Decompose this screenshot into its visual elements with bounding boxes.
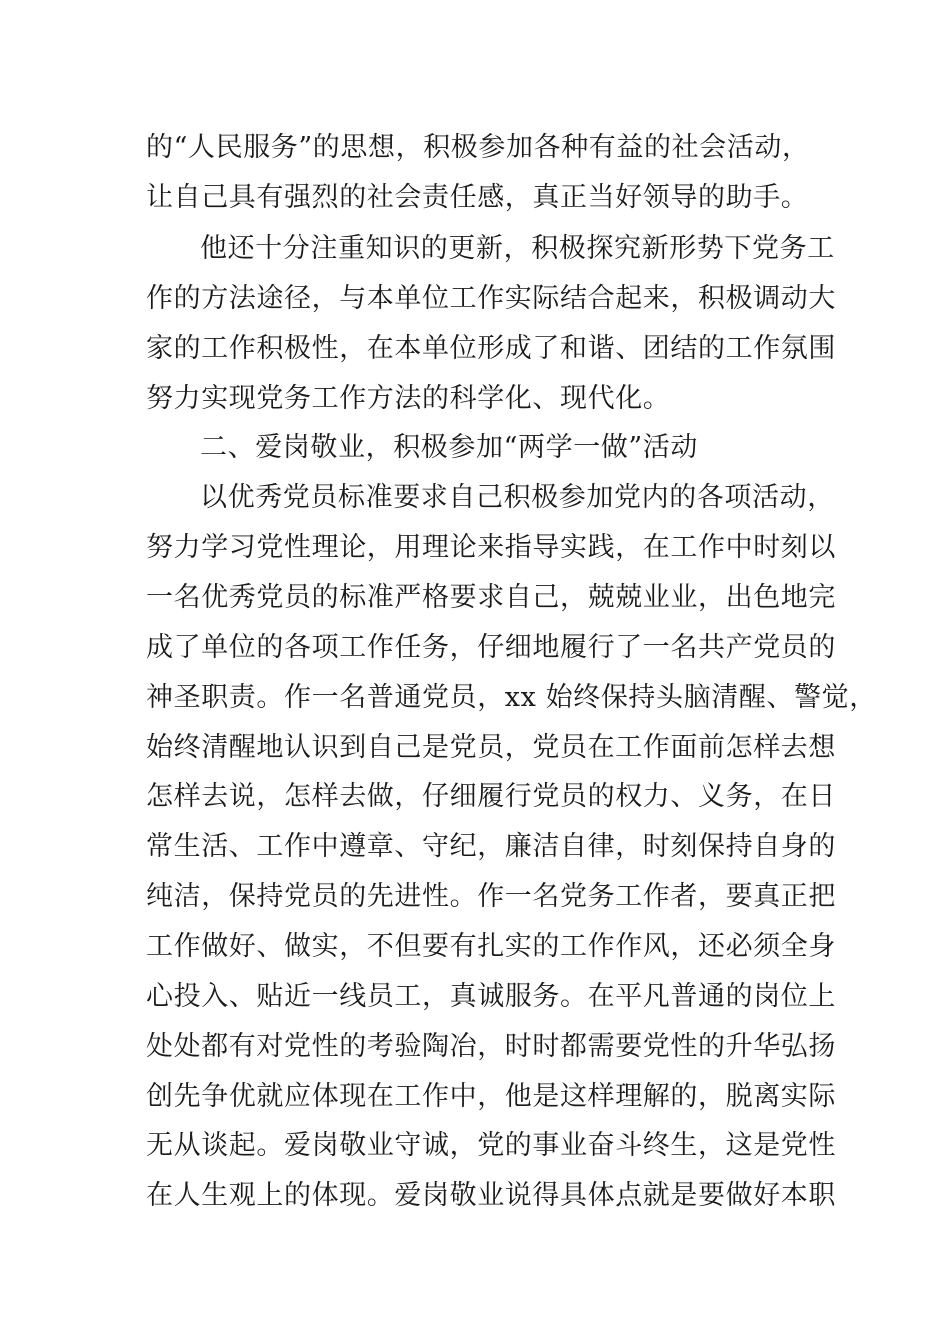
text-line: 在人生观上的体现。爱岗敬业说得具体点就是要做好本职 bbox=[146, 1180, 836, 1211]
text-line: 努力实现党务工作方法的科学化、现代化。 bbox=[146, 383, 671, 414]
section-heading: 二、爱岗敬业，积极参加“两学一做”活动 bbox=[200, 432, 699, 463]
text-line: 家的工作积极性，在本单位形成了和谐、团结的工作氛围 bbox=[146, 333, 836, 364]
paragraph-start-line: 他还十分注重知识的更新，积极探究新形势下党务工 bbox=[200, 233, 835, 264]
text-line: 让自己具有强烈的社会责任感，真正当好领导的助手。 bbox=[146, 182, 809, 213]
text-line: 成了单位的各项工作任务，仔细地履行了一名共产党员的 bbox=[146, 632, 836, 663]
text-line: 无从谈起。爱岗敬业守诚，党的事业奋斗终生，这是党性 bbox=[146, 1130, 836, 1161]
text-line: 作的方法途径，与本单位工作实际结合起来，积极调动大 bbox=[146, 283, 836, 314]
paragraph-start-line: 以优秀党员标准要求自己积极参加党内的各项活动， bbox=[200, 482, 835, 513]
text-line: 始终清醒地认识到自己是党员，党员在工作面前怎样去想 bbox=[146, 732, 836, 763]
text-line: 处处都有对党性的考验陶冶，时时都需要党性的升华弘扬 bbox=[146, 1031, 836, 1062]
text-line: 神圣职责。作一名普通党员，xx 始终保持头脑清醒、警觉， bbox=[146, 682, 877, 713]
text-line: 创先争优就应体现在工作中，他是这样理解的，脱离实际 bbox=[146, 1081, 836, 1112]
text-line: 工作做好、做实，不但要有扎实的工作作风，还必须全身 bbox=[146, 931, 836, 962]
text-line: 常生活、工作中遵章、守纪，廉洁自律，时刻保持自身的 bbox=[146, 831, 836, 862]
text-line: 的“人民服务”的思想，积极参加各种有益的社会活动， bbox=[146, 132, 810, 163]
text-line: 怎样去说，怎样去做，仔细履行党员的权力、义务，在日 bbox=[146, 781, 836, 812]
text-line: 努力学习党性理论，用理论来指导实践，在工作中时刻以 bbox=[146, 532, 836, 563]
text-line: 纯洁，保持党员的先进性。作一名党务工作者，要真正把 bbox=[146, 881, 836, 912]
text-line: 心投入、贴近一线员工，真诚服务。在平凡普通的岗位上 bbox=[146, 981, 836, 1012]
text-line: 一名优秀党员的标准严格要求自己，兢兢业业，出色地完 bbox=[146, 582, 836, 613]
